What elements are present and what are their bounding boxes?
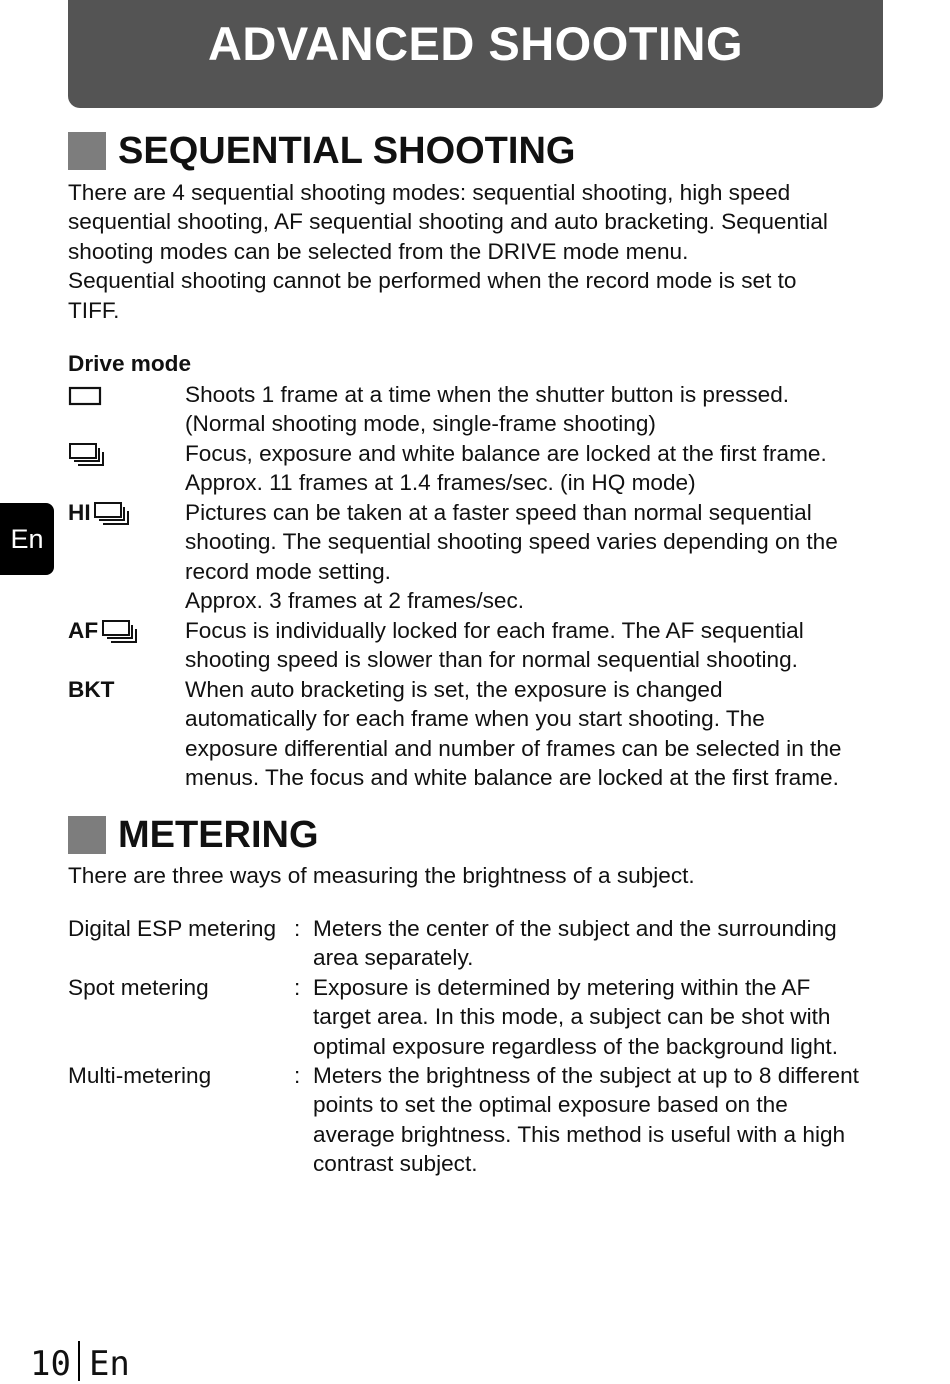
desc-line: (Normal shooting mode, single-frame shooting) xyxy=(185,411,656,437)
sequential-frames-icon xyxy=(101,618,139,644)
language-tab-label: En xyxy=(10,524,44,554)
section-marker-icon xyxy=(68,132,106,170)
desc-line: Pictures can be taken at a faster speed than normal sequential xyxy=(185,500,812,525)
footer-divider xyxy=(78,1341,80,1381)
def-line: average brightness. This method is useful with a high xyxy=(313,1121,846,1147)
page-footer xyxy=(30,1342,130,1384)
intro-line: sequential shooting, AF sequential shooting and auto bracketing. Sequential xyxy=(68,209,828,235)
metering-term: Multi-metering xyxy=(68,1063,212,1088)
page-number: 10 xyxy=(30,1344,71,1384)
desc-line: Shoots 1 frame at a time when the shutter button is pressed. xyxy=(185,382,790,407)
drive-desc xyxy=(185,439,885,498)
metering-colon: : xyxy=(294,916,301,941)
drive-symbol xyxy=(68,498,131,527)
metering-colon: : xyxy=(294,1063,301,1088)
drive-desc xyxy=(185,675,885,793)
sequential-frames-icon xyxy=(68,441,106,467)
metering-def xyxy=(313,973,888,1061)
sequential-frames-icon xyxy=(93,500,131,526)
desc-line: automatically for each frame when you start shooting. The xyxy=(185,706,765,732)
desc-line: Focus is individually locked for each frame. The AF sequential xyxy=(185,618,804,643)
desc-line: When auto bracketing is set, the exposure is changed xyxy=(185,677,723,702)
desc-line: Focus, exposure and white balance are locked at the first frame. xyxy=(185,441,827,466)
desc-line: Approx. 11 frames at 1.4 frames/sec. (in HQ mode) xyxy=(185,470,696,496)
def-line: Meters the brightness of the subject at up to 8 different xyxy=(313,1063,859,1088)
metering-def xyxy=(313,1061,888,1179)
drive-desc xyxy=(185,380,885,439)
def-line: target area. In this mode, a subject can be shot with xyxy=(313,1004,831,1030)
metering-section-heading xyxy=(68,815,319,855)
chapter-title: ADVANCED SHOOTING xyxy=(207,17,744,70)
drive-desc xyxy=(185,498,885,616)
sequential-intro xyxy=(68,178,883,325)
drive-prefix: BKT xyxy=(68,676,115,702)
sequential-heading-text: SEQUENTIAL SHOOTING xyxy=(118,130,576,172)
drive-prefix: HI xyxy=(68,499,91,525)
intro-line: There are 4 sequential shooting modes: sequential shooting, high speed xyxy=(68,180,791,205)
desc-line: shooting speed is slower than for normal sequential shooting. xyxy=(185,647,798,673)
drive-symbol xyxy=(68,439,106,468)
def-line: area separately. xyxy=(313,945,474,971)
def-line: points to set the optimal exposure based on the xyxy=(313,1092,788,1118)
intro-line: shooting modes can be selected from the DRIVE mode menu. xyxy=(68,238,689,264)
desc-line: shooting. The sequential shooting speed varies depending on the xyxy=(185,529,838,555)
def-line: contrast subject. xyxy=(313,1151,478,1177)
metering-intro: There are three ways of measuring the brightness of a subject. xyxy=(68,863,695,888)
desc-line: menus. The focus and white balance are locked at the first frame. xyxy=(185,765,839,791)
drive-symbol xyxy=(68,380,102,409)
single-frame-icon xyxy=(68,384,102,406)
def-line: Exposure is determined by metering within the AF xyxy=(313,975,811,1000)
footer-language: En xyxy=(88,1344,130,1384)
drive-mode-label: Drive mode xyxy=(68,351,192,376)
drive-symbol xyxy=(68,616,139,645)
desc-line: record mode setting. xyxy=(185,558,391,584)
desc-line: exposure differential and number of frames can be selected in the xyxy=(185,735,842,761)
chapter-banner xyxy=(68,0,883,108)
def-line: Meters the center of the subject and the surrounding xyxy=(313,916,837,941)
intro-line: TIFF. xyxy=(68,297,120,323)
metering-heading-text: METERING xyxy=(118,814,319,856)
drive-prefix: AF xyxy=(68,617,99,643)
def-line: optimal exposure regardless of the background light. xyxy=(313,1033,838,1059)
language-tab xyxy=(0,503,54,575)
metering-term: Digital ESP metering xyxy=(68,916,277,941)
drive-desc xyxy=(185,616,885,675)
intro-line: Sequential shooting cannot be performed when the record mode is set to xyxy=(68,268,797,294)
drive-symbol xyxy=(68,675,114,704)
metering-def xyxy=(313,914,888,973)
metering-colon: : xyxy=(294,975,301,1000)
desc-line: Approx. 3 frames at 2 frames/sec. xyxy=(185,588,525,614)
section-marker-icon xyxy=(68,816,106,854)
metering-term: Spot metering xyxy=(68,975,209,1000)
sequential-section-heading xyxy=(68,131,575,171)
